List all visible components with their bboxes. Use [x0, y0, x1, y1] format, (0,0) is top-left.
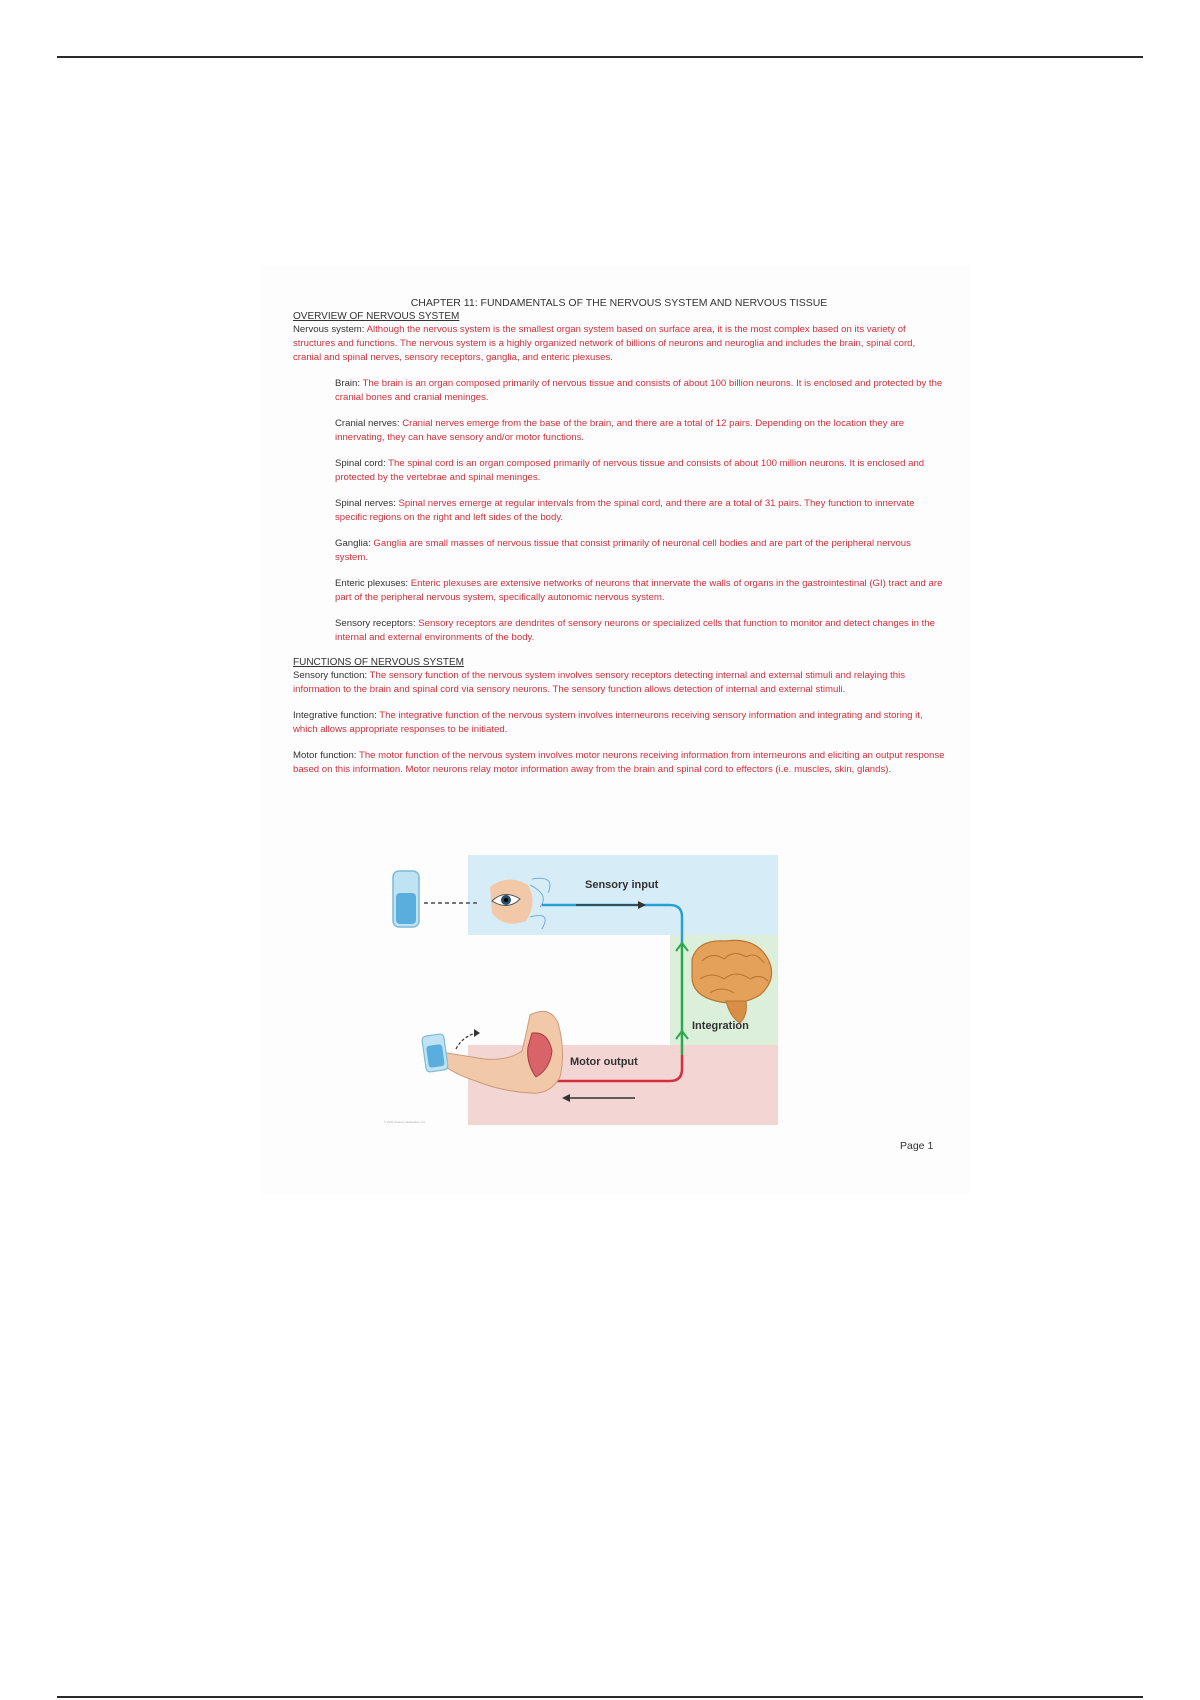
term-definition: Sensory receptors are dendrites of sensory neurons or specialized cells that function to monitor and detect changes in the internal and external environments of the body. [335, 618, 935, 643]
term-definition: The brain is an organ composed primarily of nervous tissue and consists of about 100 billion neurons. It is enclosed and protected by the cranial bones and cranial meninges. [335, 378, 943, 403]
term-definition: Enteric plexuses are extensive networks of neurons that innervate the walls of organs in the gastrointestinal (GI) tract and are part of the peripheral nervous system, specifically autonomic nervous system. [335, 578, 943, 603]
integrative-function-paragraph [293, 709, 945, 737]
spinal-nerves-paragraph [335, 497, 945, 525]
term-definition: The integrative function of the nervous system involves interneurons receiving sensory information and integrating and storing it, which allows appropriate responses to be initiated. [293, 710, 923, 735]
term-label: Cranial nerves: [335, 418, 400, 429]
enteric-plexuses-paragraph [335, 577, 945, 605]
nervous-system-paragraph [293, 323, 945, 365]
term-label: Brain: [335, 378, 361, 389]
top-rule [57, 56, 1143, 58]
motor-function-paragraph [293, 749, 945, 777]
term-label: Nervous system: [293, 324, 365, 335]
hand-glass-icon [422, 1034, 449, 1073]
term-label: Ganglia: [335, 538, 371, 549]
sensory-input-label: Sensory input [585, 879, 659, 891]
term-label: Spinal nerves: [335, 498, 396, 509]
term-definition: The spinal cord is an organ composed primarily of nervous tissue and consists of about 100 million neurons. It is enclosed and protected by the vertebrae and spinal meninges. [335, 458, 925, 483]
motor-output-label: Motor output [570, 1056, 638, 1068]
term-definition: Ganglia are small masses of nervous tissue that consist primarily of neuronal cell bodies and are part of the peripheral nervous system. [335, 538, 911, 563]
term-definition: Cranial nerves emerge from the base of the brain, and there are a total of 12 pairs. Depending on the location they are innervating, they can have sensory and/or motor functions. [335, 418, 905, 443]
overview-heading: OVERVIEW OF NERVOUS SYSTEM [293, 311, 460, 322]
chapter-title: CHAPTER 11: FUNDAMENTALS OF THE NERVOUS SYSTEM AND NERVOUS TISSUE [410, 297, 828, 309]
document-page [260, 265, 970, 1195]
spinal-cord-paragraph [335, 457, 945, 485]
movement-arrowhead [474, 1029, 480, 1037]
eye-icon [490, 879, 533, 923]
term-label: Integrative function: [293, 710, 377, 721]
nervous-system-functions-figure [380, 855, 790, 1125]
brain-paragraph [335, 377, 945, 405]
term-definition: The motor function of the nervous system involves motor neurons receiving information from interneurons and eliciting an output response based on this information. Motor neurons relay motor information away from the brain and spinal cord to effectors (i.e. muscles, skin, glands). [293, 750, 945, 775]
term-label: Sensory function: [293, 670, 368, 681]
term-definition: Although the nervous system is the smallest organ system based on surface area, it is the most complex based on its variety of structures and functions. The nervous system is a highly organized network of billions of neurons and neuroglia and includes the brain, spinal cord, cranial and spinal nerves, sensory receptors, ganglia, and enteric plexuses. [293, 324, 916, 363]
integration-label: Integration [692, 1020, 749, 1032]
term-label: Enteric plexuses: [335, 578, 409, 589]
bottom-rule [57, 1696, 1143, 1698]
term-definition: Spinal nerves emerge at regular intervals from the spinal cord, and there are a total of 31 pairs. They function to innervate specific regions on the right and left sides of the body. [335, 498, 915, 523]
sensory-function-paragraph [293, 669, 945, 697]
term-label: Motor function: [293, 750, 357, 761]
term-label: Spinal cord: [335, 458, 386, 469]
document-body [293, 297, 945, 777]
ganglia-paragraph [335, 537, 945, 565]
page-number: Page 1 [900, 1140, 934, 1152]
term-label: Sensory receptors: [335, 618, 416, 629]
functions-heading: FUNCTIONS OF NERVOUS SYSTEM [293, 657, 464, 668]
glass-icon [393, 871, 419, 927]
term-definition: The sensory function of the nervous system involves sensory receptors detecting internal and external stimuli and relaying this information to the brain and spinal cord via sensory neurons. The sensory function allows detection of internal and external stimuli. [293, 670, 906, 695]
cranial-nerves-paragraph [335, 417, 945, 445]
figure-credit: © 2011 Pearson Education, Inc. [384, 1120, 427, 1124]
sensory-receptors-paragraph [335, 617, 945, 645]
